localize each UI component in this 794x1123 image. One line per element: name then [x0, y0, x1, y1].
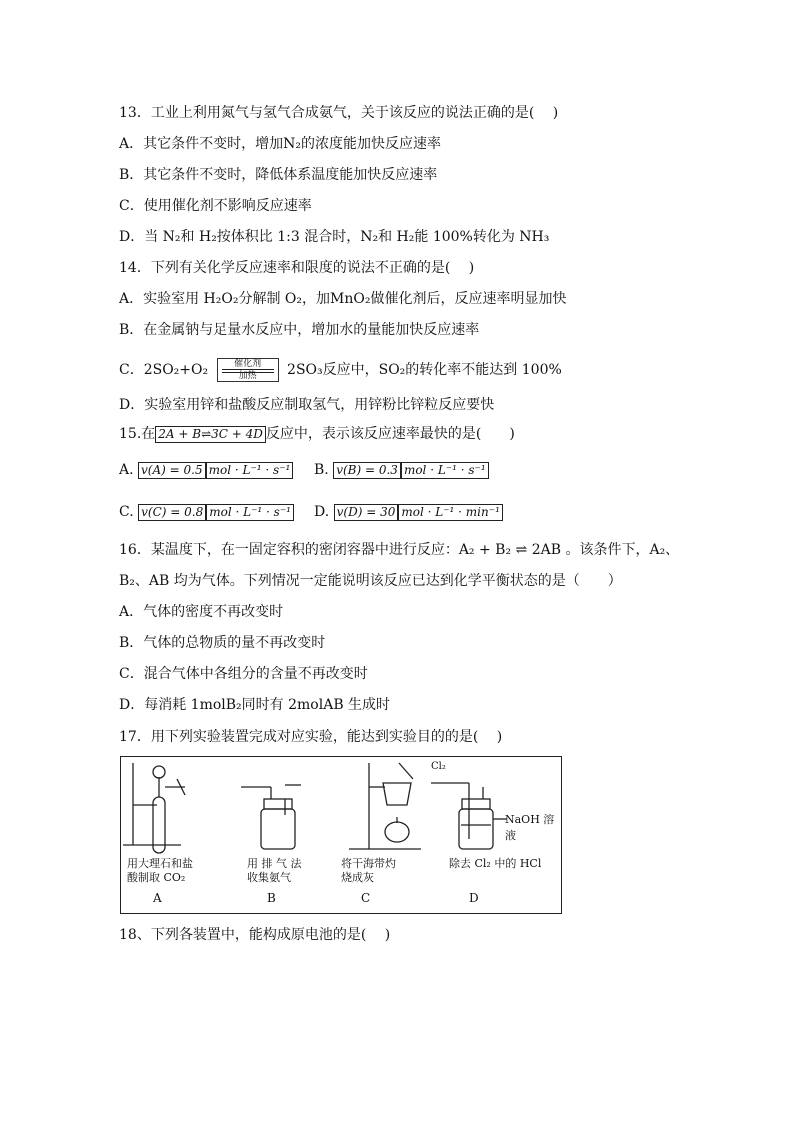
q13-option-b: B．其它条件不变时，降低体系温度能加快反应速率: [119, 167, 438, 183]
caption-a-line1: 用大理石和盐: [127, 857, 193, 870]
q15-prefix: 15.在: [119, 426, 156, 442]
q15-equation: 2A + B⇌3C + 4D: [155, 426, 266, 443]
q16-stem-line1: 16．某温度下，在一固定容积的密闭容器中进行反应：A₂ + B₂ ⇌ 2AB 。该条件下，A₂、: [119, 542, 680, 558]
q16-stem-line2: B₂、AB 均为气体。下列情况一定能说明该反应已达到化学平衡状态的是（ ）: [119, 573, 622, 589]
q13-option-d: D．当 N₂和 H₂按体积比 1:3 混合时，N₂和 H₂能 100%转化为 NH₃: [119, 229, 550, 245]
naoh-label: NaOH 溶液: [505, 813, 555, 842]
q14-c-prefix: C．2SO₂+O₂: [119, 362, 209, 378]
catalyst-label: 催化剂: [234, 359, 262, 369]
q15-c-label: C.: [119, 504, 134, 520]
q15-option-d: [314, 503, 503, 521]
q14-option-c: [119, 358, 562, 382]
label-d: D: [469, 891, 479, 905]
q15-stem: [119, 425, 515, 443]
caption-a-line2: 酸制取 CO₂: [127, 871, 186, 884]
cl2-label: Cl₂: [431, 761, 446, 772]
caption-c-line2: 烧成灰: [341, 871, 374, 884]
q16-option-b: B．气体的总物质的量不再改变时: [119, 635, 326, 651]
label-c: C: [361, 891, 371, 905]
q16-option-a: A．气体的密度不再改变时: [119, 604, 284, 620]
label-b: B: [267, 891, 276, 905]
q16-option-c: C．混合气体中各组分的含量不再改变时: [119, 666, 368, 682]
heat-label: 加热: [238, 371, 257, 381]
caption-b-line1: 用 排 气 法: [247, 857, 302, 870]
q15-b-value: v(B) = 0.3: [333, 462, 401, 479]
q15-c-value: v(C) = 0.8: [138, 504, 206, 521]
q15-c-unit: mol · L⁻¹ · s⁻¹: [206, 504, 294, 521]
q14-option-b: B．在金属钠与足量水反应中，增加水的量能加快反应速率: [119, 322, 480, 338]
q18-stem: 18、下列各装置中，能构成原电池的是( ): [119, 927, 391, 943]
q13-stem: 13．工业上利用氮气与氢气合成氨气，关于该反应的说法正确的是( ): [119, 105, 559, 121]
q14-option-d: D．实验室用锌和盐酸反应制取氢气，用锌粉比锌粒反应要快: [119, 397, 495, 413]
apparatus-b: [241, 785, 301, 849]
caption-a: [127, 857, 193, 885]
label-a: A: [153, 891, 162, 905]
q15-option-b: [314, 461, 489, 479]
q15-option-a: [119, 461, 293, 479]
q16-option-d: D．每消耗 1molB₂同时有 2molAB 生成时: [119, 697, 391, 713]
q15-a-unit: mol · L⁻¹ · s⁻¹: [206, 462, 294, 479]
q17-stem: 17．用下列实验装置完成对应实验，能达到实验目的的是( ): [119, 729, 503, 745]
q13-option-c: C．使用催化剂不影响反应速率: [119, 198, 312, 214]
q15-b-label: B.: [314, 462, 329, 478]
q14-option-a: A．实验室用 H₂O₂分解制 O₂，加MnO₂做催化剂后，反应速率明显加快: [119, 291, 567, 307]
caption-d: 除去 Cl₂ 中的 HCl: [449, 857, 542, 870]
q15-b-unit: mol · L⁻¹ · s⁻¹: [401, 462, 489, 479]
q15-suffix: 反应中，表示该反应速率最快的是( ): [265, 426, 515, 442]
apparatus-figure: [120, 756, 562, 914]
apparatus-a: [123, 763, 185, 853]
q15-d-value: v(D) = 30: [334, 504, 399, 521]
q14-stem: 14．下列有关化学反应速率和限度的说法不正确的是( ): [119, 260, 475, 276]
apparatus-d: [431, 783, 507, 849]
q15-d-unit: mol · L⁻¹ · min⁻¹: [398, 504, 503, 521]
apparatus-c: [349, 763, 421, 849]
q15-option-c: [119, 503, 294, 521]
q13-option-a: A．其它条件不变时，增加N₂的浓度能加快反应速率: [119, 136, 441, 152]
caption-b: [247, 857, 302, 885]
q15-a-label: A.: [119, 462, 134, 478]
caption-c-line1: 将干海带灼: [341, 857, 396, 870]
q15-a-value: v(A) = 0.5: [138, 462, 206, 479]
caption-b-line2: 收集氨气: [247, 871, 291, 884]
q15-d-label: D.: [314, 504, 330, 520]
caption-c: [341, 857, 396, 885]
apparatus-drawing: [121, 757, 561, 913]
q14-c-suffix: 2SO₃反应中，SO₂的转化率不能达到 100%: [287, 362, 562, 378]
catalyst-arrow-box: [217, 358, 279, 382]
